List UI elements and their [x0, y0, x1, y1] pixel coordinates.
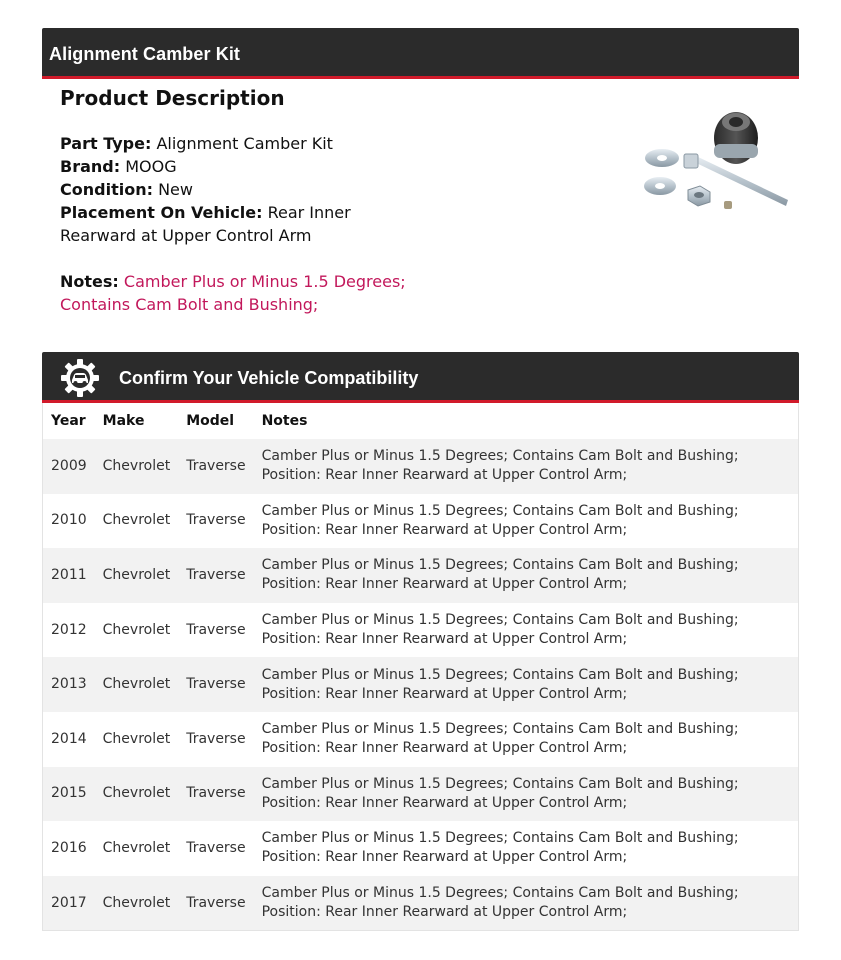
compatibility-header [42, 352, 799, 403]
field-value: Rear Inner Rearward at Upper Control Arm [60, 203, 351, 245]
product-description [60, 84, 420, 316]
table-row [43, 712, 798, 767]
field-value: New [158, 180, 193, 199]
cell-notes: Camber Plus or Minus 1.5 Degrees; Contains Cam Bolt and Bushing; Position: Rear Inner Rearward at Upper Control Arm; [261, 830, 739, 866]
field-brand [60, 155, 420, 178]
cell-model: Traverse [178, 876, 253, 931]
column-header-model: Model [186, 413, 235, 429]
cell-model: Traverse [178, 548, 253, 603]
cell-make: Chevrolet [95, 548, 179, 603]
cell-notes: Camber Plus or Minus 1.5 Degrees; Contains Cam Bolt and Bushing; Position: Rear Inner Rearward at Upper Control Arm; [261, 721, 739, 757]
field-condition [60, 178, 420, 201]
cell-year: 2014 [51, 730, 87, 747]
cell-model: Traverse [178, 657, 253, 712]
washer-shapes [644, 149, 679, 195]
cell-model: Traverse [186, 839, 246, 856]
cell-make: Chevrolet [102, 512, 171, 529]
cell-make: Chevrolet [95, 767, 179, 822]
table-row [43, 494, 798, 549]
cell-year: 2009 [43, 439, 95, 494]
field-placement [60, 201, 420, 247]
cell-notes: Camber Plus or Minus 1.5 Degrees; Contains Cam Bolt and Bushing; Position: Rear Inner Rearward at Upper Control Arm; [261, 612, 739, 648]
cell-make: Chevrolet [102, 730, 171, 747]
cell-year: 2013 [43, 657, 95, 712]
cell-notes: Camber Plus or Minus 1.5 Degrees; Contains Cam Bolt and Bushing; Position: Rear Inner Rearward at Upper Control Arm; [254, 767, 798, 822]
page-title: Alignment Camber Kit [49, 44, 241, 64]
table-row [43, 657, 798, 712]
cell-model: Traverse [186, 621, 246, 638]
cell-notes: Camber Plus or Minus 1.5 Degrees; Contains Cam Bolt and Bushing; Position: Rear Inner Rearward at Upper Control Arm; [254, 876, 798, 931]
cell-model: Traverse [178, 439, 253, 494]
cell-year: 2016 [51, 839, 87, 856]
cell-make: Chevrolet [102, 621, 171, 638]
cell-make: Chevrolet [95, 439, 179, 494]
cell-year: 2017 [43, 876, 95, 931]
compatibility-title: Confirm Your Vehicle Compatibility [119, 368, 419, 388]
field-label: Brand: [60, 157, 121, 176]
bushing-shape [714, 112, 758, 164]
cell-notes: Camber Plus or Minus 1.5 Degrees; Contains Cam Bolt and Bushing; Position: Rear Inner Rearward at Upper Control Arm; [254, 439, 798, 494]
gear-car-icon [60, 358, 100, 398]
cell-year: 2011 [43, 548, 95, 603]
table-row [43, 603, 798, 658]
cell-make: Chevrolet [95, 876, 179, 931]
notes-label: Notes: [60, 272, 119, 291]
field-label: Condition: [60, 180, 153, 199]
field-label: Part Type: [60, 134, 152, 153]
table-row [43, 876, 798, 931]
cell-model: Traverse [178, 767, 253, 822]
cell-make: Chevrolet [102, 839, 171, 856]
nut-shape [688, 186, 732, 209]
column-header-year: Year [51, 413, 86, 429]
cell-notes: Camber Plus or Minus 1.5 Degrees; Contains Cam Bolt and Bushing; Position: Rear Inner Rearward at Upper Control Arm; [254, 657, 798, 712]
table-row [43, 439, 798, 494]
compatibility-table [43, 403, 798, 930]
cell-model: Traverse [186, 512, 246, 529]
description-heading: Product Description [60, 86, 285, 110]
field-part-type [60, 132, 420, 155]
cell-model: Traverse [186, 730, 246, 747]
cell-year: 2010 [51, 512, 87, 529]
field-label: Placement On Vehicle: [60, 203, 263, 222]
description-fields [60, 132, 420, 247]
table-row [43, 767, 798, 822]
title-bar [42, 28, 799, 79]
cell-year: 2015 [43, 767, 95, 822]
product-image [640, 108, 790, 218]
table-header-row [43, 403, 798, 439]
notes-value: Camber Plus or Minus 1.5 Degrees; Contains Cam Bolt and Bushing; [60, 272, 406, 314]
cell-year: 2012 [51, 621, 87, 638]
cell-make: Chevrolet [95, 657, 179, 712]
table-row [43, 821, 798, 876]
cell-notes: Camber Plus or Minus 1.5 Degrees; Contains Cam Bolt and Bushing; Position: Rear Inner Rearward at Upper Control Arm; [254, 548, 798, 603]
field-value: Alignment Camber Kit [156, 134, 333, 153]
column-header-make: Make [102, 413, 145, 429]
cell-notes: Camber Plus or Minus 1.5 Degrees; Contains Cam Bolt and Bushing; Position: Rear Inner Rearward at Upper Control Arm; [261, 502, 739, 538]
column-header-notes: Notes [261, 413, 308, 429]
field-value: MOOG [125, 157, 177, 176]
table-row [43, 548, 798, 603]
compatibility-table-wrapper [42, 403, 799, 931]
product-notes [60, 270, 420, 316]
